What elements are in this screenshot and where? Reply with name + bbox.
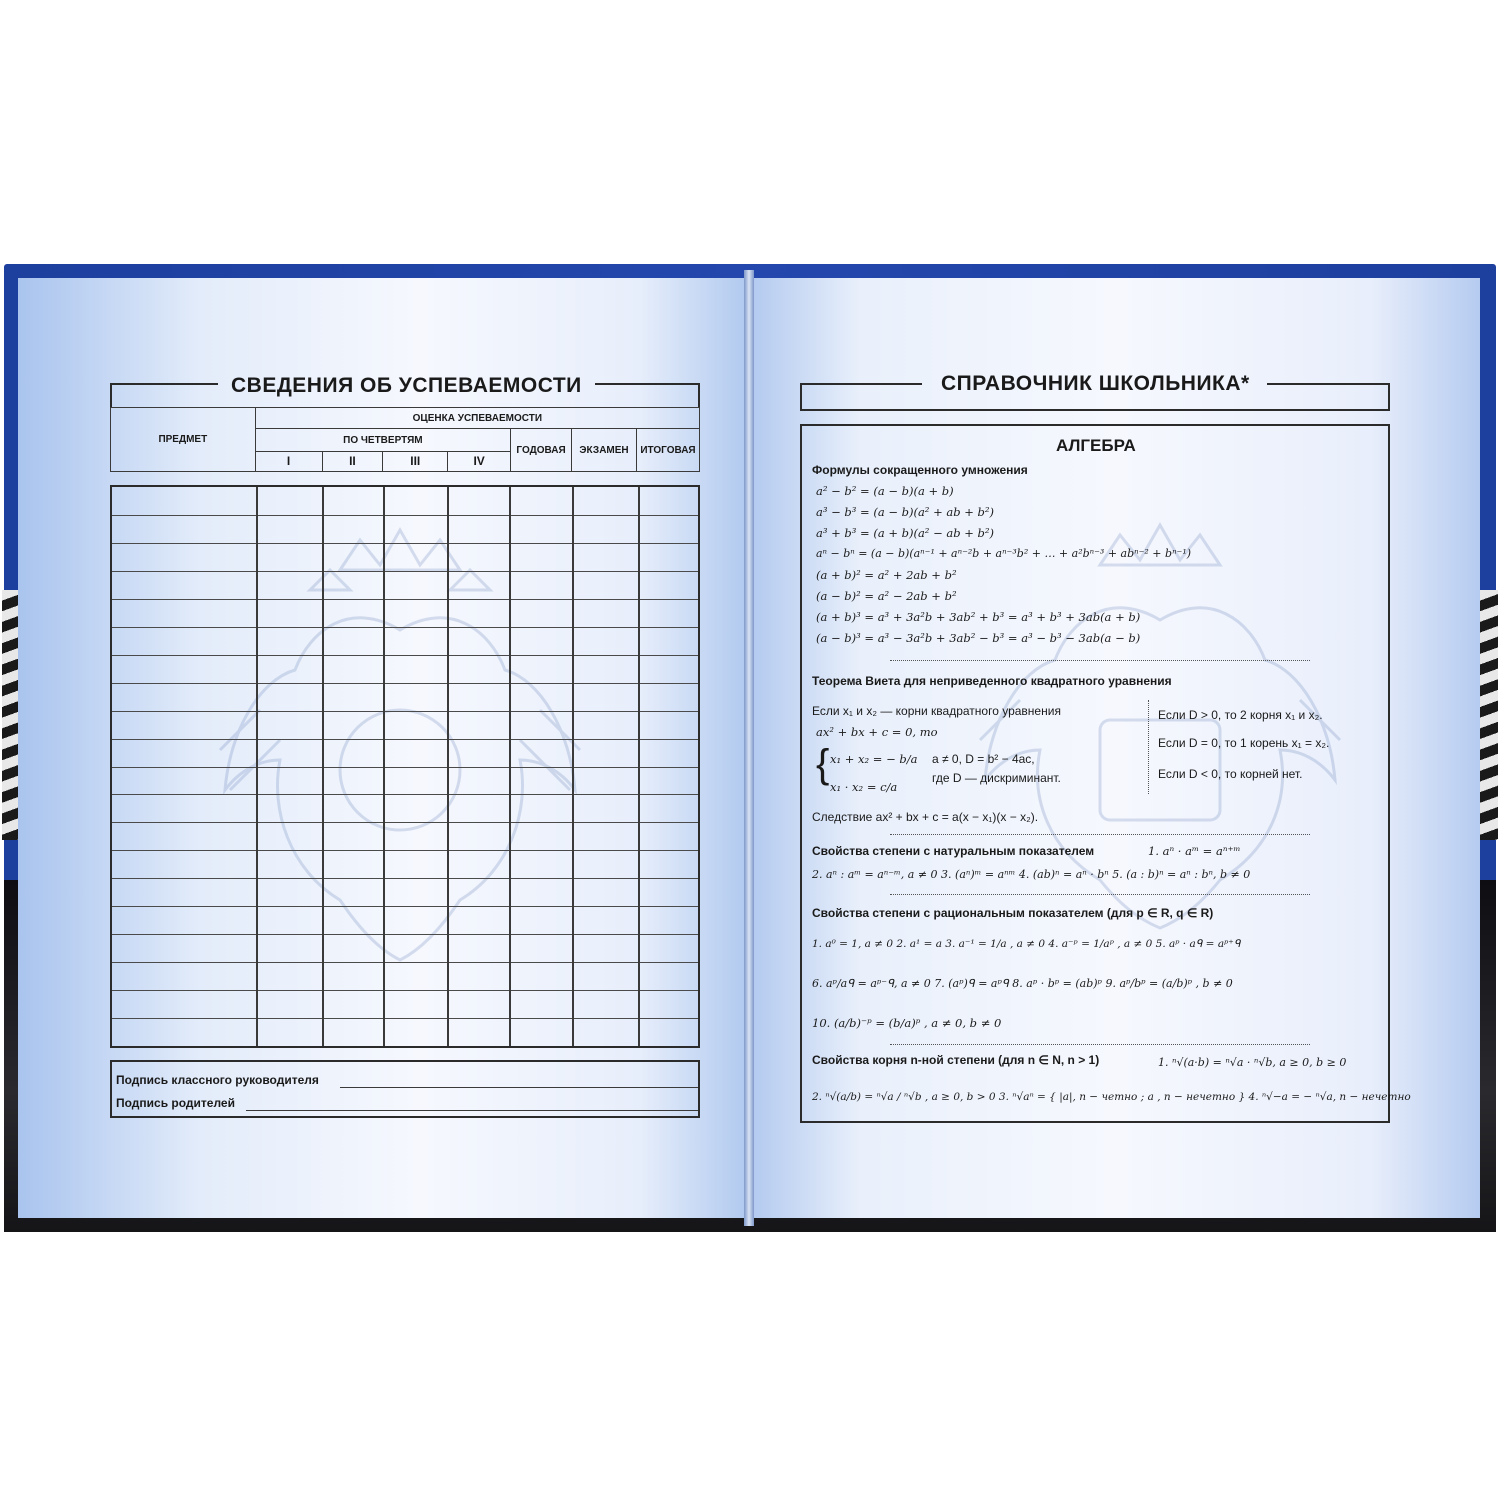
- parents-signature-line[interactable]: [246, 1110, 698, 1111]
- teacher-signature-label: Подпись классного руководителя: [116, 1073, 319, 1087]
- grid-column-line: [383, 487, 385, 1046]
- grid-column-line: [572, 487, 574, 1046]
- abbrev-title: Формулы сокращенного умножения: [812, 463, 1028, 477]
- discriminant-zero: Если D = 0, то 1 корень x₁ = x₂.: [1158, 736, 1330, 750]
- teacher-signature-line[interactable]: [340, 1087, 698, 1088]
- grid-row-line: [112, 739, 698, 740]
- formula-7: (a + b)³ = a³ + 3a²b + 3ab² + b³ = a³ + b³ + 3ab(a + b): [816, 610, 1141, 624]
- natural-power-rule-1: 1. aⁿ · aᵐ = aⁿ⁺ᵐ: [1148, 844, 1241, 858]
- separator-2: [890, 834, 1310, 835]
- discriminant-positive: Если D > 0, то 2 корня x₁ и x₂.: [1158, 708, 1323, 722]
- root-rules: 2. ⁿ√(a/b) = ⁿ√a / ⁿ√b , a ≥ 0, b > 0 3. ⁿ√aⁿ = { |a|, n − четно ; a , n − нечетно } 4. ⁿ√−a = − ⁿ√a, n − нечетно: [812, 1091, 1411, 1103]
- grid-row-line: [112, 934, 698, 935]
- vieta-line-1: Если x₁ и x₂ — корни квадратного уравнения: [812, 704, 1061, 718]
- formula-5: (a + b)² = a² + 2ab + b²: [816, 568, 957, 582]
- formula-4: aⁿ − bⁿ = (a − b)(aⁿ⁻¹ + aⁿ⁻²b + aⁿ⁻³b² + … + a²bⁿ⁻³ + abⁿ⁻² + bⁿ⁻¹): [816, 547, 1192, 560]
- system-brace: {: [816, 742, 830, 786]
- formula-3: a³ + b³ = (a + b)(a² − ab + b²): [816, 526, 994, 540]
- rational-power-line-2: 6. aᵖ/aᑫ = aᵖ⁻ᑫ, a ≠ 0 7. (aᵖ)ᑫ = aᵖᑫ 8. aᵖ · bᵖ = (ab)ᵖ 9. aᵖ/bᵖ = (a/b)ᵖ , b ≠ 0: [812, 977, 1233, 990]
- grid-row-line: [112, 571, 698, 572]
- rational-power-line-1: 1. a⁰ = 1, a ≠ 0 2. a¹ = a 3. a⁻¹ = 1/a , a ≠ 0 4. a⁻ᵖ = 1/aᵖ , a ≠ 0 5. aᵖ · aᑫ = aᵖ⁺ᑫ: [812, 938, 1241, 950]
- title-rule-right: [595, 383, 700, 385]
- vieta-corollary: Следствие ax² + bx + c = a(x − x₁)(x − x₂).: [812, 810, 1039, 824]
- grid-column-line: [322, 487, 324, 1046]
- algebra-reference-box: [800, 424, 1411, 1123]
- grid-row-line: [112, 515, 698, 516]
- quarter-4: IV: [448, 451, 511, 471]
- title-box-right-edge: [698, 383, 700, 407]
- separator-3: [890, 894, 1310, 895]
- grid-row-line: [112, 655, 698, 656]
- grid-row-line: [112, 543, 698, 544]
- title-rule-left: [110, 383, 218, 385]
- grid-row-line: [112, 990, 698, 991]
- cover-pattern-right: [1480, 590, 1498, 840]
- formula-6: (a − b)² = a² − 2ab + b²: [816, 589, 957, 603]
- grid-row-line: [112, 599, 698, 600]
- page-title-reference: СПРАВОЧНИК ШКОЛЬНИКА*: [941, 372, 1250, 395]
- vieta-line-2: ax² + bx + c = 0, то: [816, 725, 938, 739]
- vieta-condition-2: где D — дискриминант.: [932, 771, 1061, 785]
- grades-table-header: [110, 407, 700, 472]
- separator-4: [890, 1044, 1310, 1045]
- rational-power-title: Свойства степени с рациональным показателем (для p ∈ R, q ∈ R): [812, 906, 1214, 920]
- final-header: ИТОГОВАЯ: [636, 429, 699, 472]
- book-spine: [744, 270, 754, 1226]
- ref-title-box: [800, 383, 1390, 411]
- natural-power-title: Свойства степени с натуральным показателем: [812, 844, 1095, 858]
- rational-power-line-3: 10. (a/b)⁻ᵖ = (b/a)ᵖ , a ≠ 0, b ≠ 0: [812, 1016, 1002, 1030]
- title-box-left-edge: [110, 383, 112, 407]
- grid-row-line: [112, 767, 698, 768]
- section-title: АЛГЕБРА: [1056, 436, 1136, 455]
- quarters-header: ПО ЧЕТВЕРТЯМ: [255, 429, 510, 451]
- discriminant-negative: Если D < 0, то корней нет.: [1158, 767, 1303, 781]
- separator-1: [890, 660, 1310, 661]
- vieta-title: Теорема Виета для неприведенного квадратного уравнения: [812, 674, 1172, 688]
- grid-row-line: [112, 711, 698, 712]
- natural-power-rules: 2. aⁿ : aᵐ = aⁿ⁻ᵐ, a ≠ 0 3. (aⁿ)ᵐ = aⁿᵐ 4. (ab)ⁿ = aⁿ · bⁿ 5. (a : b)ⁿ = aⁿ : bⁿ, b ≠ 0: [812, 868, 1251, 881]
- exam-header: ЭКЗАМЕН: [572, 429, 637, 472]
- grid-row-line: [112, 962, 698, 963]
- grid-row-line: [112, 627, 698, 628]
- quarter-2: II: [322, 451, 383, 471]
- grid-row-line: [112, 878, 698, 879]
- vieta-product: x₁ · x₂ = c/a: [830, 780, 898, 794]
- grid-row-line: [112, 906, 698, 907]
- grid-row-line: [112, 794, 698, 795]
- root-title: Свойства корня n-ной степени (для n ∈ N, n > 1): [812, 1053, 1100, 1067]
- grid-column-line: [256, 487, 258, 1046]
- annual-header: ГОДОВАЯ: [511, 429, 572, 472]
- grid-column-line: [638, 487, 640, 1046]
- quarter-1: I: [255, 451, 322, 471]
- quarter-3: III: [383, 451, 448, 471]
- formula-1: a² − b² = (a − b)(a + b): [816, 484, 954, 498]
- formula-2: a³ − b³ = (a − b)(a² + ab + b²): [816, 505, 994, 519]
- grid-column-line: [447, 487, 449, 1046]
- vieta-condition-1: a ≠ 0, D = b² − 4ac,: [932, 752, 1035, 766]
- subject-header: ПРЕДМЕТ: [111, 408, 256, 472]
- formula-8: (a − b)³ = a³ − 3a²b + 3ab² − b³ = a³ − b³ − 3ab(a − b): [816, 631, 1141, 645]
- parents-signature-label: Подпись родителей: [116, 1096, 235, 1110]
- grid-column-line: [509, 487, 511, 1046]
- vieta-divider: [1148, 700, 1149, 794]
- signatures-box: [110, 1060, 700, 1118]
- vieta-sum: x₁ + x₂ = − b/a: [830, 752, 918, 766]
- grid-row-line: [112, 822, 698, 823]
- grid-row-line: [112, 683, 698, 684]
- grades-header: ОЦЕНКА УСПЕВАЕМОСТИ: [255, 408, 699, 429]
- page-title-grades: СВЕДЕНИЯ ОБ УСПЕВАЕМОСТИ: [231, 374, 582, 397]
- grid-row-line: [112, 850, 698, 851]
- root-rule-1: 1. ⁿ√(a·b) = ⁿ√a · ⁿ√b, a ≥ 0, b ≥ 0: [1158, 1056, 1347, 1069]
- grid-row-line: [112, 1018, 698, 1019]
- grades-entry-grid[interactable]: [110, 485, 700, 1048]
